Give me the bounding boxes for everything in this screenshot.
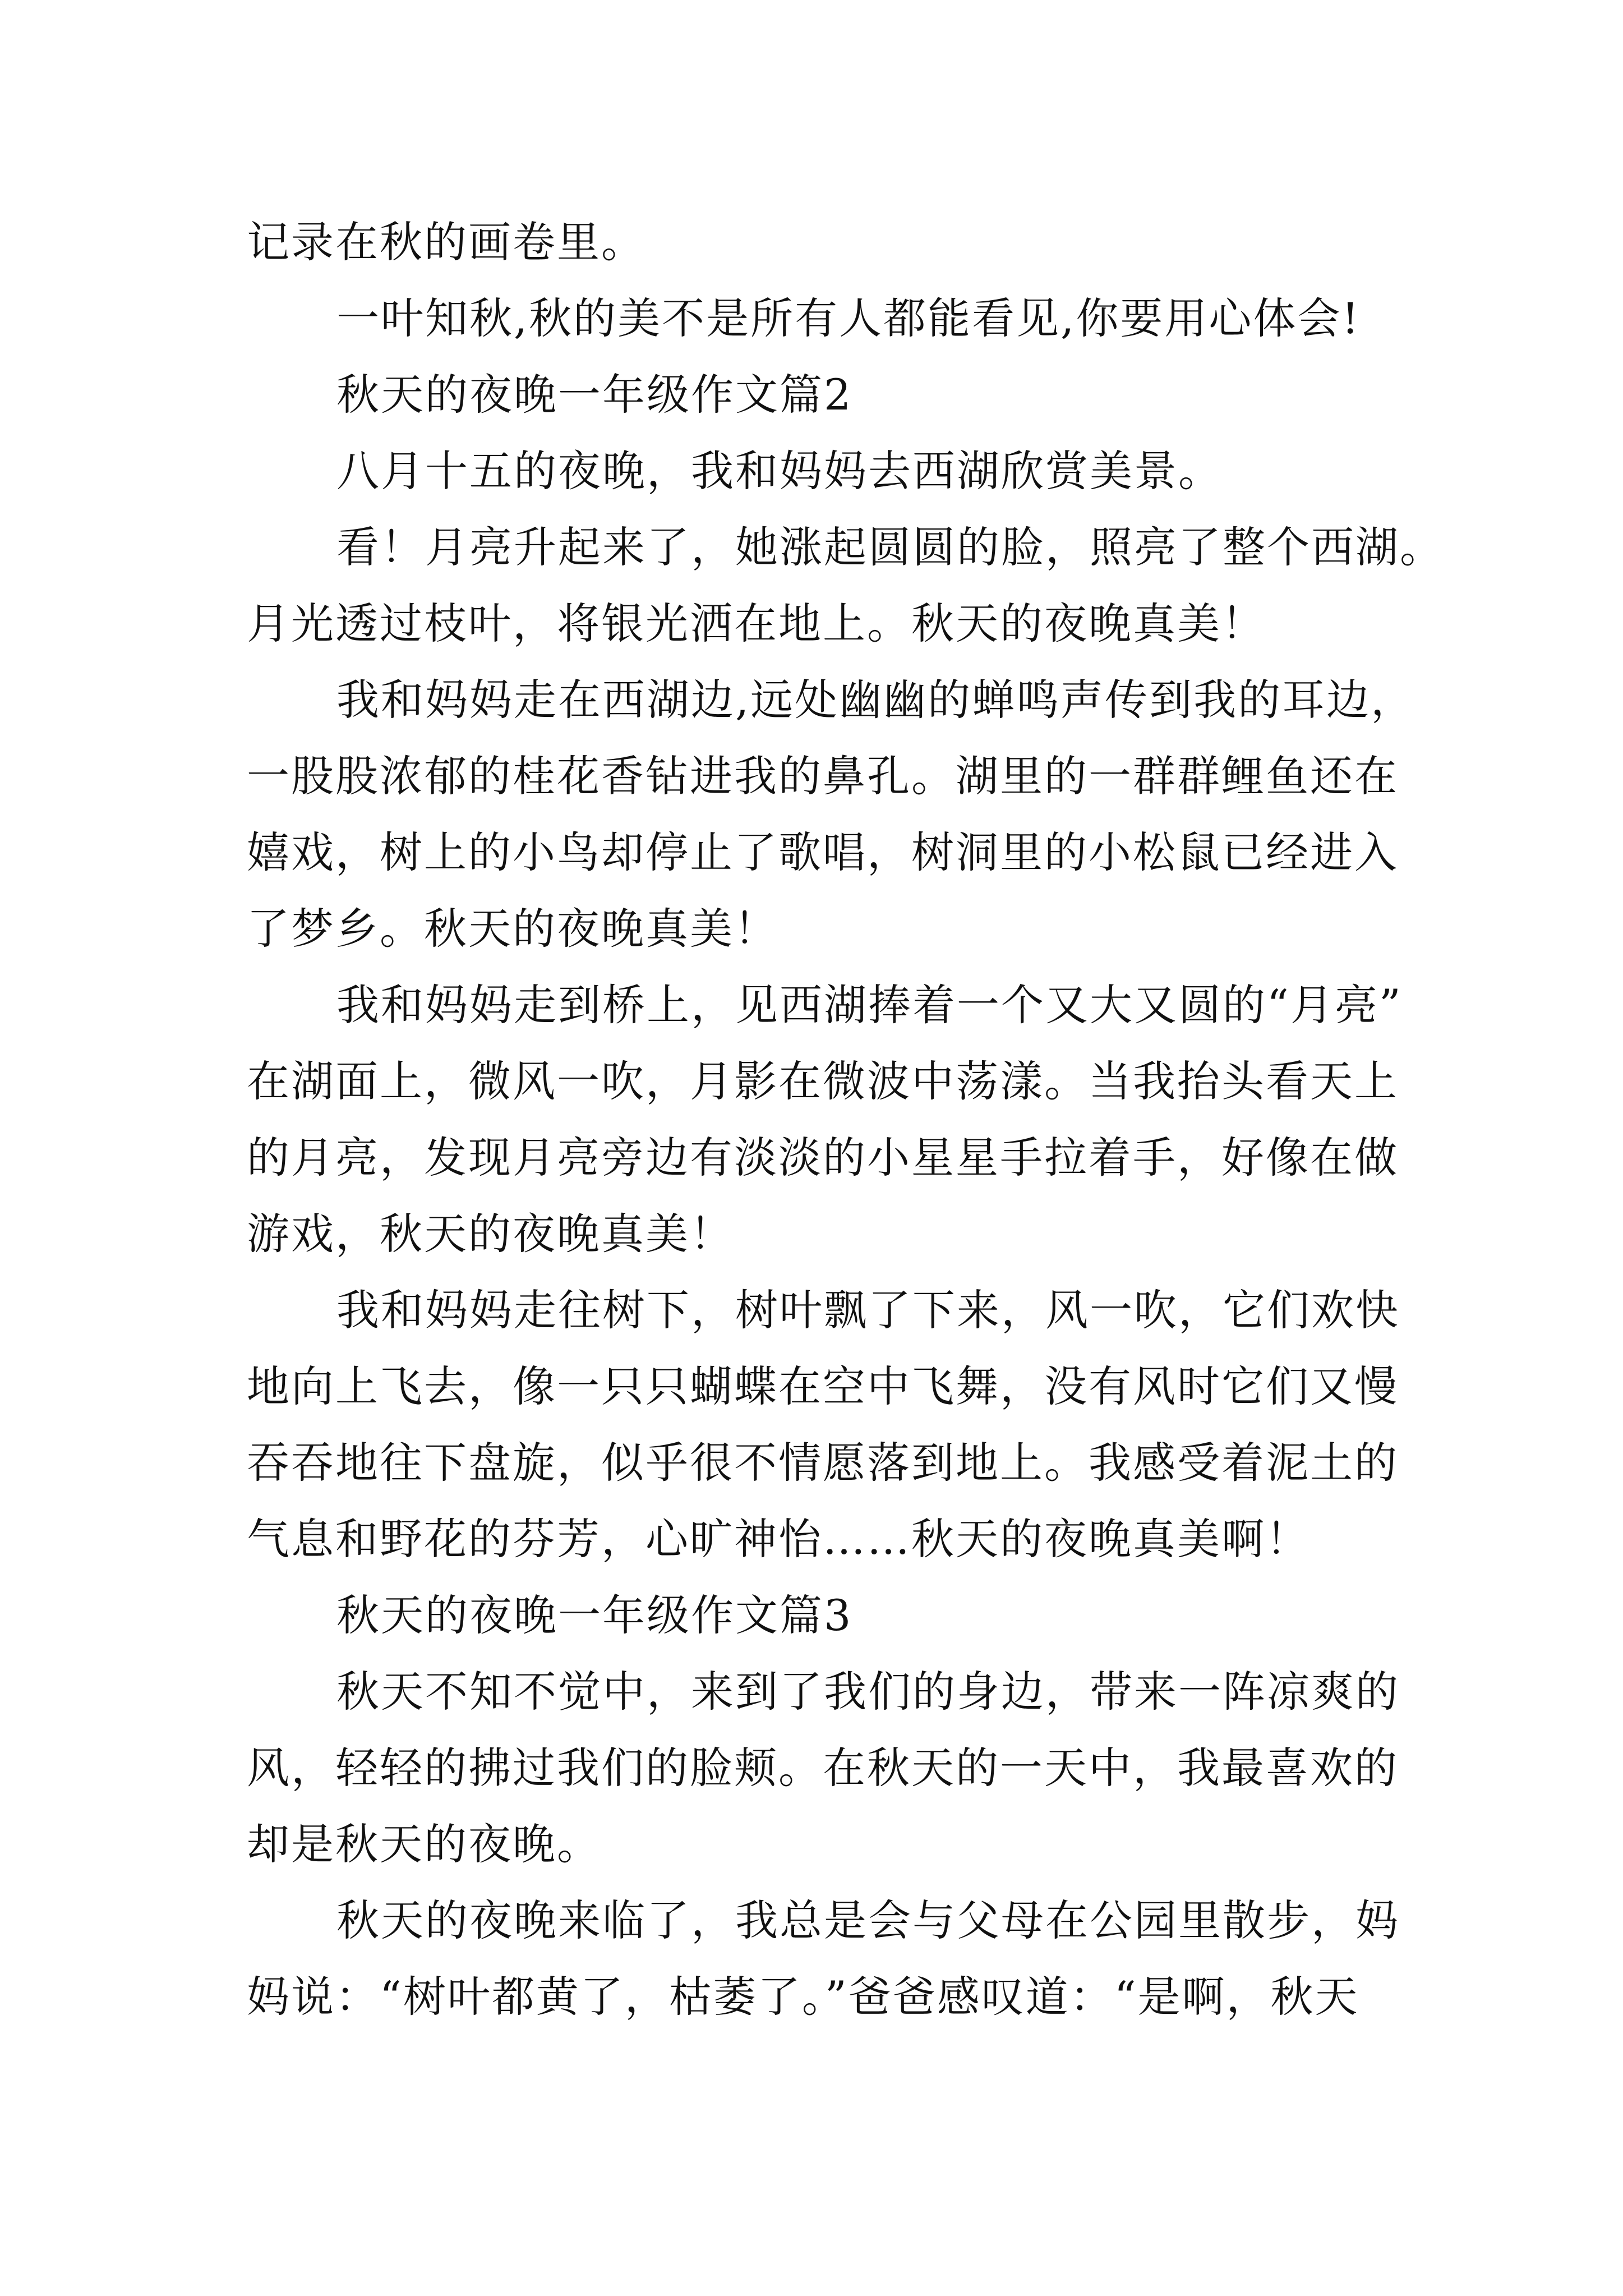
text-line-12: 在湖面上，微风一吹，月影在微波中荡漾。当我抬头看天上 — [247, 1056, 1399, 1106]
text-line-22: 却是秋天的夜晚。 — [247, 1819, 601, 1869]
text-line-24: 妈说：“树叶都黄了，枯萎了。”爸爸感叹道：“是啊，秋天 — [247, 1972, 1359, 2022]
text-line-23: 秋天的夜晚来临了，我总是会与父母在公园里散步，妈 — [336, 1895, 1400, 1945]
text-line-13: 的月亮，发现月亮旁边有淡淡的小星星手拉着手，好像在做 — [247, 1133, 1399, 1182]
text-line-17: 吞吞地往下盘旋，似乎很不情愿落到地上。我感受着泥土的 — [247, 1438, 1399, 1488]
text-line-8: 一股股浓郁的桂花香钻进我的鼻孔。湖里的一群群鲤鱼还在 — [247, 751, 1399, 801]
text-line-7: 我和妈妈走在西湖边,远处幽幽的蝉鸣声传到我的耳边， — [336, 675, 1415, 725]
section-heading-2: 秋天的夜晚一年级作文篇2 — [336, 370, 853, 420]
text-line-16: 地向上飞去，像一只只蝴蝶在空中飞舞，没有风时它们又慢 — [247, 1361, 1399, 1411]
text-line-11: 我和妈妈走到桥上，见西湖捧着一个又大又圆的“月亮” — [336, 980, 1403, 1030]
text-line-18: 气息和野花的芬芳，心旷神怡……秋天的夜晚真美啊！ — [247, 1514, 1310, 1564]
text-line-1: 记录在秋的画卷里。 — [247, 217, 645, 267]
text-line-6: 月光透过枝叶，将银光洒在地上。秋天的夜晚真美！ — [247, 599, 1266, 648]
section-heading-3: 秋天的夜晚一年级作文篇3 — [336, 1590, 853, 1640]
text-line-5: 看！月亮升起来了，她涨起圆圆的脸，照亮了整个西湖。 — [336, 522, 1444, 572]
text-line-2: 一叶知秋,秋的美不是所有人都能看见,你要用心体会! — [336, 293, 1361, 343]
text-line-21: 风，轻轻的拂过我们的脸颊。在秋天的一天中，我最喜欢的 — [247, 1743, 1399, 1793]
text-line-20: 秋天不知不觉中，来到了我们的身边，带来一阵凉爽的 — [336, 1667, 1400, 1717]
text-line-15: 我和妈妈走往树下，树叶飘了下来，风一吹，它们欢快 — [336, 1285, 1400, 1335]
text-line-14: 游戏，秋天的夜晚真美！ — [247, 1209, 734, 1259]
text-line-9: 嬉戏，树上的小鸟却停止了歌唱，树洞里的小松鼠已经进入 — [247, 827, 1399, 877]
text-line-10: 了梦乡。秋天的夜晚真美！ — [247, 904, 778, 954]
text-line-4: 八月十五的夜晚，我和妈妈去西湖欣赏美景。 — [336, 446, 1223, 496]
